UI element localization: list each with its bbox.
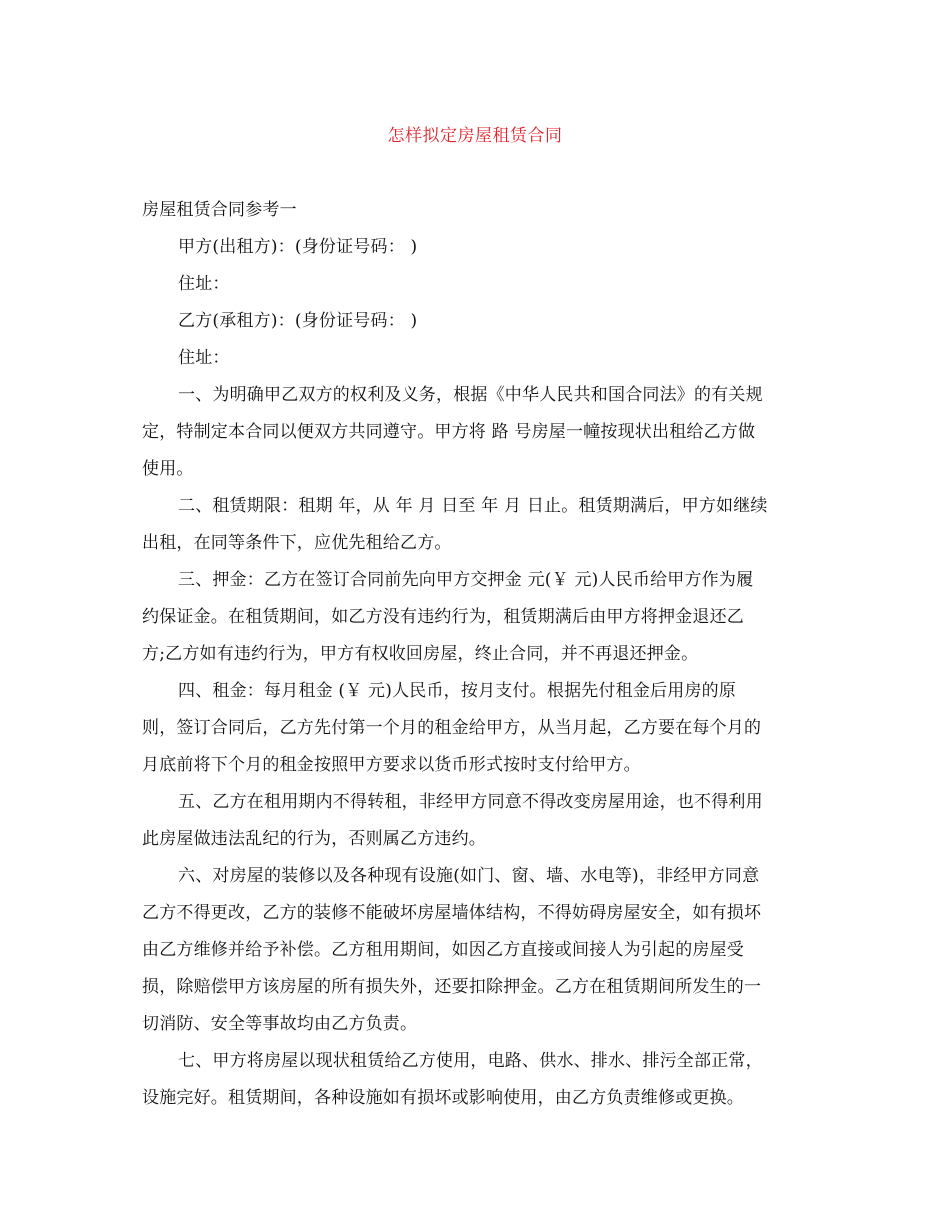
clause-line: 此房屋做违法乱纪的行为，否则属乙方违约。 (142, 829, 486, 849)
clause-line: 二、租赁期限：租期 年，从 年 月 日至 年 月 日止。租赁期满后，甲方如继续 (178, 496, 768, 516)
clause-line: 约保证金。在租赁期间，如乙方没有违约行为，租赁期满后由甲方将押金退还乙 (142, 607, 744, 627)
clause-line: 五、乙方在租用期内不得转租，非经甲方同意不得改变房屋用途，也不得利用 (178, 792, 763, 812)
party-b-address: 住址： (178, 348, 230, 368)
party-a-line: 甲方(出租方)：(身份证号码： ) (178, 237, 418, 257)
clause-line: 出租，在同等条件下，应优先租给乙方。 (142, 533, 452, 553)
clause-line: 一、为明确甲乙双方的权利及义务，根据《中华人民共和国合同法》的有关规 (178, 385, 763, 405)
clause-line: 方;乙方如有违约行为，甲方有权收回房屋，终止合同，并不再退还押金。 (142, 644, 699, 664)
clause-3 (142, 562, 812, 673)
clause-7 (142, 1043, 812, 1117)
document-title: 怎样拟定房屋租赁合同 (387, 126, 563, 146)
clause-line: 四、租金：每月租金 (￥ 元)人民币，按月支付。根据先付租金后用房的原 (178, 681, 737, 701)
clause-4 (142, 673, 812, 784)
clause-1 (142, 377, 812, 488)
clause-line: 由乙方维修并给予补偿。乙方租用期间，如因乙方直接或间接人为引起的房屋受 (142, 940, 744, 960)
clause-6 (142, 858, 812, 1043)
clause-line: 则，签订合同后，乙方先付第一个月的租金给甲方，从当月起，乙方要在每个月的 (142, 718, 762, 738)
party-b-line: 乙方(承租方)：(身份证号码： ) (178, 311, 418, 331)
clause-line: 六、对房屋的装修以及各种现有设施(如门、窗、墙、水电等)，非经甲方同意 (178, 866, 760, 886)
section-heading: 房屋租赁合同参考一 (142, 200, 297, 220)
clause-2 (142, 488, 812, 562)
document-body (142, 192, 812, 1117)
clause-line: 定，特制定本合同以便双方共同遵守。甲方将 路 号房屋一幢按现状出租给乙方做 (142, 422, 756, 442)
clause-line: 七、甲方将房屋以现状租赁给乙方使用，电路、供水、排水、排污全部正常， (178, 1051, 763, 1071)
clause-5 (142, 784, 812, 858)
clause-line: 乙方不得更改，乙方的装修不能破坏房屋墙体结构，不得妨碍房屋安全，如有损坏 (142, 903, 762, 923)
clause-line: 设施完好。租赁期间，各种设施如有损坏或影响使用，由乙方负责维修或更换。 (142, 1088, 744, 1108)
clause-line: 使用。 (142, 459, 194, 479)
party-a-address: 住址： (178, 274, 230, 294)
clause-line: 三、押金：乙方在签订合同前先向甲方交押金 元(￥ 元)人民币给甲方作为履 (178, 570, 754, 590)
clause-line: 月底前将下个月的租金按照甲方要求以货币形式按时支付给甲方。 (142, 755, 641, 775)
clause-line: 损，除赔偿甲方该房屋的所有损失外，还要扣除押金。乙方在租赁期间所发生的一 (142, 977, 762, 997)
clause-line: 切消防、安全等事故均由乙方负责。 (142, 1014, 418, 1034)
